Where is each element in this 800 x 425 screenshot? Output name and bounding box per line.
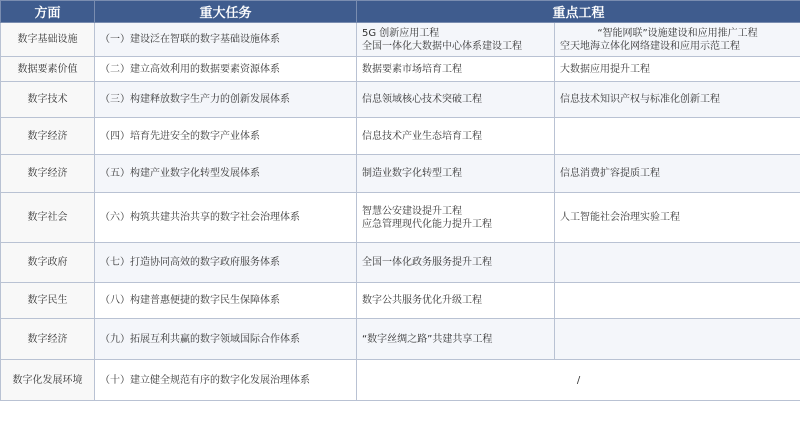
task-cell: （二）建立高效利用的数据要素资源体系 (95, 57, 357, 82)
aspect-cell: 数字化发展环境 (1, 360, 95, 401)
aspect-cell: 数据要素价值 (1, 57, 95, 82)
table-row (1, 193, 800, 243)
task-cell: （一）建设泛在智联的数字基础设施体系 (95, 23, 357, 57)
table-row (1, 155, 800, 193)
aspect-cell: 数字经济 (1, 118, 95, 155)
project-item: 全国一体化大数据中心体系建设工程 (362, 40, 522, 52)
header-row (1, 1, 800, 23)
task-cell: （八）构建普惠便捷的数字民生保障体系 (95, 283, 357, 319)
aspect-cell: 数字经济 (1, 155, 95, 193)
project-cell-right (555, 319, 800, 360)
aspect-cell: 数字基础设施 (1, 23, 95, 57)
project-cell: / (357, 360, 800, 401)
project-cell-left: 数字公共服务优化升级工程 (357, 283, 555, 319)
task-cell: （九）拓展互利共赢的数字领域国际合作体系 (95, 319, 357, 360)
table-row (1, 82, 800, 118)
project-cell-right: 大数据应用提升工程 (555, 57, 800, 82)
table-row (1, 118, 800, 155)
project-cell-right (555, 118, 800, 155)
project-cell-right: 人工智能社会治理实验工程 (555, 193, 800, 243)
project-cell-right: 信息技术知识产权与标准化创新工程 (555, 82, 800, 118)
project-item: 空天地海立体化网络建设和应用示范工程 (560, 40, 740, 52)
project-cell-left: 全国一体化政务服务提升工程 (357, 243, 555, 283)
header-task: 重大任务 (95, 1, 357, 23)
aspect-cell: 数字政府 (1, 243, 95, 283)
aspect-cell: 数字民生 (1, 283, 95, 319)
project-item: “智能网联”设施建设和应用推广工程 (597, 27, 758, 39)
task-cell: （十）建立健全规范有序的数字化发展治理体系 (95, 360, 357, 401)
task-cell: （七）打造协同高效的数字政府服务体系 (95, 243, 357, 283)
table-row (1, 23, 800, 57)
header-aspect: 方面 (1, 1, 95, 23)
project-cell-left: 数据要素市场培育工程 (357, 57, 555, 82)
project-cell-right: 信息消费扩容提质工程 (555, 155, 800, 193)
project-cell-left: 信息技术产业生态培育工程 (357, 118, 555, 155)
aspect-cell: 数字经济 (1, 319, 95, 360)
table-row (1, 243, 800, 283)
aspect-cell: 数字社会 (1, 193, 95, 243)
project-cell-left: 信息领域核心技术突破工程 (357, 82, 555, 118)
task-cell: （四）培育先进安全的数字产业体系 (95, 118, 357, 155)
project-item: 智慧公安建设提升工程 (362, 205, 462, 217)
header-project: 重点工程 (357, 1, 800, 23)
task-cell: （三）构建释放数字生产力的创新发展体系 (95, 82, 357, 118)
table-row (1, 319, 800, 360)
task-cell: （六）构筑共建共治共享的数字社会治理体系 (95, 193, 357, 243)
project-cell-left: 制造业数字化转型工程 (357, 155, 555, 193)
aspect-cell: 数字技术 (1, 82, 95, 118)
table-row (1, 57, 800, 82)
table-row (1, 283, 800, 319)
task-cell: （五）构建产业数字化转型发展体系 (95, 155, 357, 193)
table-row (1, 360, 800, 401)
project-cell-left: “数字丝绸之路”共建共享工程 (357, 319, 555, 360)
project-cell-right (555, 283, 800, 319)
project-cell-left (357, 193, 555, 243)
project-cell-right (555, 243, 800, 283)
project-cell-right (555, 23, 800, 57)
project-item: 5G 创新应用工程 (362, 27, 440, 39)
project-item: 应急管理现代化能力提升工程 (362, 218, 492, 230)
project-cell-left (357, 23, 555, 57)
